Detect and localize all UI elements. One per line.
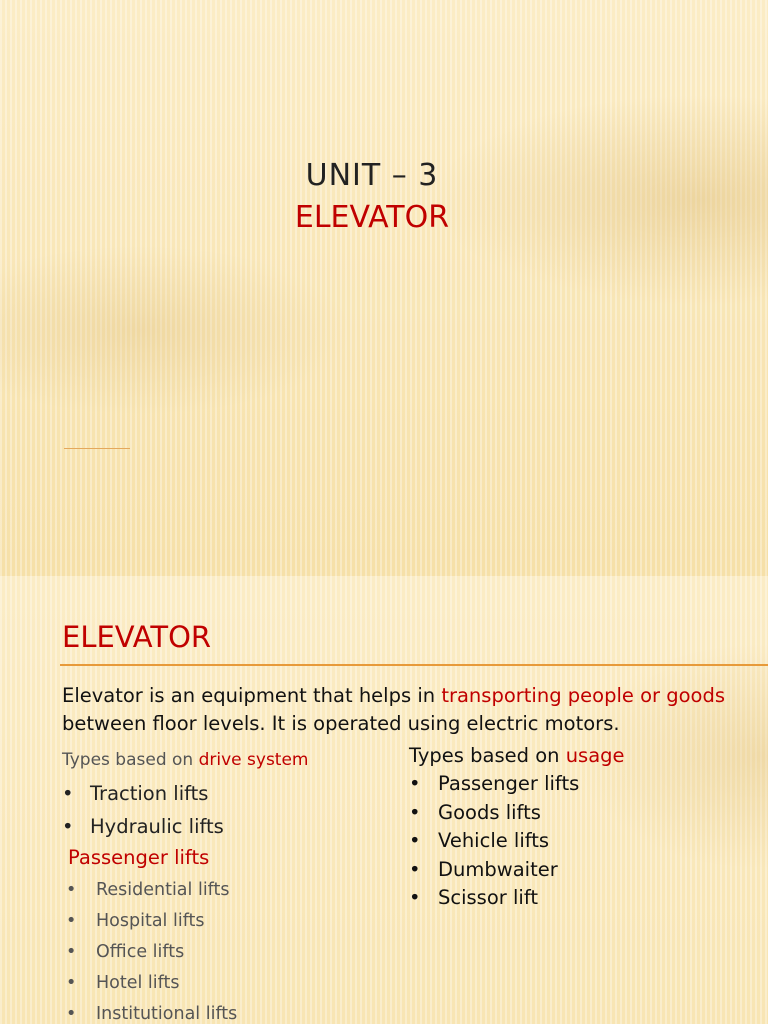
intro-highlight: transporting people or goods xyxy=(441,684,725,707)
usage-heading-prefix: Types based on xyxy=(409,744,566,767)
bullet-icon: • xyxy=(66,880,77,900)
list-item-label: Vehicle lifts xyxy=(438,829,550,852)
bullet-icon: • xyxy=(409,886,421,909)
slide-heading: ELEVATOR xyxy=(62,620,212,654)
intro-paragraph xyxy=(62,682,762,738)
list-item xyxy=(66,907,237,938)
bullet-icon: • xyxy=(409,772,421,795)
usage-heading xyxy=(409,744,625,767)
list-item-label: Residential lifts xyxy=(96,880,230,900)
bullet-icon: • xyxy=(66,911,77,931)
list-item xyxy=(66,969,237,1000)
list-item-label: Hydraulic lifts xyxy=(90,815,224,838)
list-item xyxy=(409,799,579,828)
list-item-label: Passenger lifts xyxy=(438,772,580,795)
list-item-label: Scissor lift xyxy=(438,886,538,909)
list-item xyxy=(409,884,579,913)
passenger-lifts-list xyxy=(66,876,237,1024)
list-item xyxy=(409,770,579,799)
list-item-label: Hotel lifts xyxy=(96,973,180,993)
list-item xyxy=(409,856,579,885)
drive-heading-highlight: drive system xyxy=(198,750,309,770)
bullet-icon: • xyxy=(409,857,421,881)
list-item-label: Hospital lifts xyxy=(96,911,205,931)
bullet-icon: • xyxy=(62,782,74,805)
decorative-rule xyxy=(64,448,130,449)
usage-heading-highlight: usage xyxy=(565,744,625,767)
bullet-icon: • xyxy=(66,1004,77,1024)
elevator-title: ELEVATOR xyxy=(294,200,450,235)
drive-system-heading xyxy=(62,750,309,770)
list-item-label: Goods lifts xyxy=(438,800,541,824)
list-item xyxy=(66,1000,237,1024)
list-item-label: Traction lifts xyxy=(90,782,209,805)
drive-heading-prefix: Types based on xyxy=(62,750,199,770)
list-item-label: Dumbwaiter xyxy=(438,857,558,881)
list-item-label: Institutional lifts xyxy=(96,1004,238,1024)
drive-system-list xyxy=(62,780,224,846)
bullet-icon: • xyxy=(409,829,421,852)
bullet-icon: • xyxy=(62,815,74,838)
usage-list xyxy=(409,770,579,913)
list-item xyxy=(62,813,224,846)
intro-text-part1: Elevator is an equipment that helps in xyxy=(62,684,442,707)
bullet-icon: • xyxy=(66,973,77,993)
bullet-icon: • xyxy=(66,942,77,962)
content-slide xyxy=(0,576,768,1024)
list-item-label: Office lifts xyxy=(96,942,185,962)
list-item xyxy=(62,780,224,813)
list-item xyxy=(409,827,579,856)
intro-text-part2: between floor levels. It is operated using electric motors. xyxy=(62,712,620,735)
heading-underline xyxy=(60,664,768,666)
bullet-icon: • xyxy=(409,800,421,824)
list-item xyxy=(66,938,237,969)
list-item xyxy=(66,876,237,907)
unit-title: UNIT – 3 xyxy=(305,158,439,193)
passenger-lifts-heading: Passenger lifts xyxy=(68,846,210,869)
